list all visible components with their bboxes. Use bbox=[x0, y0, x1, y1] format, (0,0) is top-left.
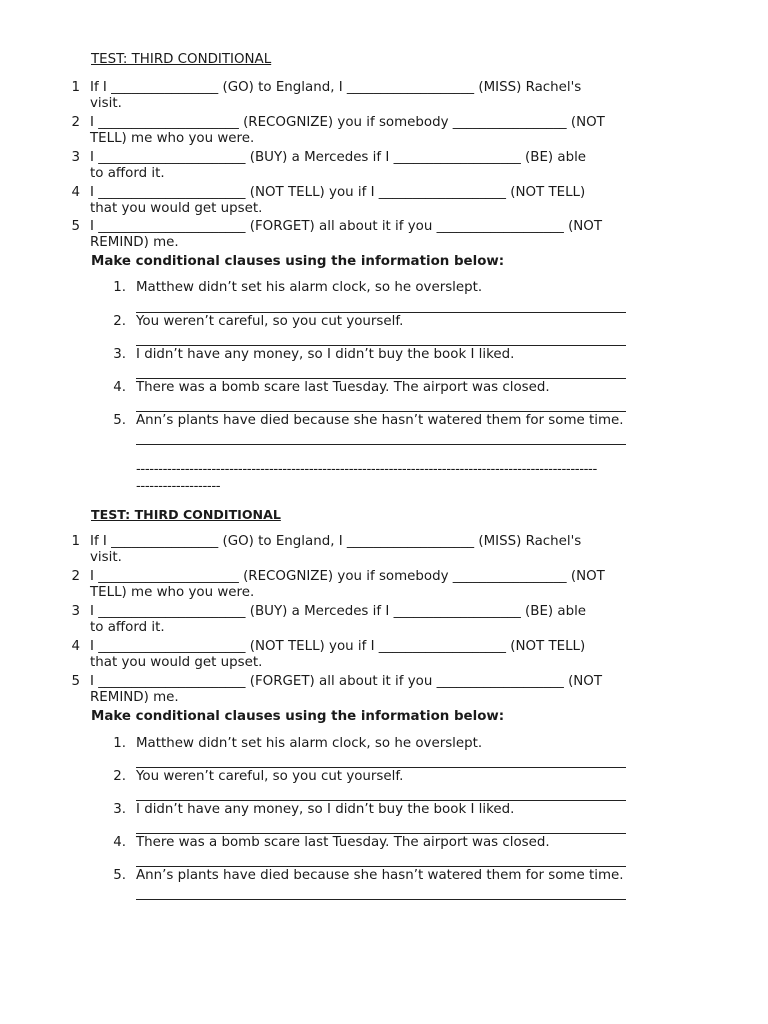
item-number: 2 bbox=[71, 115, 80, 130]
worksheet-title: TEST: THIRD CONDITIONAL bbox=[91, 52, 272, 67]
item-number: 5 bbox=[71, 219, 80, 234]
exercise-prompt: Matthew didn’t set his alarm clock, so he overslept. bbox=[136, 280, 483, 295]
answer-line bbox=[136, 866, 626, 867]
exercise-prompt: Ann’s plants have died because she hasn’t watered them for some time. bbox=[136, 868, 624, 883]
item-text-continued: to afford it. bbox=[90, 620, 165, 635]
item-text: I ______________________ (NOT TELL) you if I ___________________ (NOT TELL) bbox=[90, 639, 586, 654]
item-text-continued: that you would get upset. bbox=[90, 655, 263, 670]
exercise-heading: Make conditional clauses using the information below: bbox=[91, 254, 505, 269]
item-text: If I ________________ (GO) to England, I ___________________ (MISS) Rachel's bbox=[90, 80, 582, 95]
answer-line bbox=[136, 899, 626, 900]
item-text-continued: that you would get upset. bbox=[90, 201, 263, 216]
answer-line bbox=[136, 800, 626, 801]
item-text-continued: visit. bbox=[90, 550, 122, 565]
exercise-number: 3. bbox=[113, 802, 126, 817]
item-number: 5 bbox=[71, 674, 80, 689]
item-text: I _____________________ (RECOGNIZE) you if somebody _________________ (NOT bbox=[90, 569, 605, 584]
item-number: 3 bbox=[71, 604, 80, 619]
exercise-prompt: There was a bomb scare last Tuesday. The airport was closed. bbox=[136, 380, 550, 395]
worksheet-title: TEST: THIRD CONDITIONAL bbox=[91, 507, 281, 522]
item-text-continued: TELL) me who you were. bbox=[90, 131, 255, 146]
item-number: 4 bbox=[71, 639, 80, 654]
item-text: I ______________________ (NOT TELL) you if I ___________________ (NOT TELL) bbox=[90, 185, 586, 200]
answer-line bbox=[136, 411, 626, 412]
exercise-prompt: Matthew didn’t set his alarm clock, so he overslept. bbox=[136, 736, 483, 751]
item-text-continued: to afford it. bbox=[90, 166, 165, 181]
answer-line bbox=[136, 312, 626, 313]
cut-line-continued: ------------------- bbox=[136, 479, 221, 494]
exercise-number: 1. bbox=[113, 736, 126, 751]
item-number: 3 bbox=[71, 150, 80, 165]
exercise-number: 5. bbox=[113, 413, 126, 428]
exercise-prompt: There was a bomb scare last Tuesday. The airport was closed. bbox=[136, 835, 550, 850]
exercise-prompt: Ann’s plants have died because she hasn’t watered them for some time. bbox=[136, 413, 624, 428]
item-number: 4 bbox=[71, 185, 80, 200]
exercise-number: 4. bbox=[113, 835, 126, 850]
exercise-prompt: I didn’t have any money, so I didn’t buy the book I liked. bbox=[136, 347, 515, 362]
item-text-continued: TELL) me who you were. bbox=[90, 585, 255, 600]
item-text: I ______________________ (FORGET) all about it if you ___________________ (NOT bbox=[90, 219, 603, 234]
answer-line bbox=[136, 345, 626, 346]
exercise-number: 5. bbox=[113, 868, 126, 883]
answer-line bbox=[136, 378, 626, 379]
exercise-prompt: I didn’t have any money, so I didn’t buy the book I liked. bbox=[136, 802, 515, 817]
item-number: 2 bbox=[71, 569, 80, 584]
answer-line bbox=[136, 833, 626, 834]
item-text: I _____________________ (RECOGNIZE) you if somebody _________________ (NOT bbox=[90, 115, 605, 130]
answer-line bbox=[136, 444, 626, 445]
cut-line: -------------------------------------------------------------------------------------------------------- bbox=[136, 462, 597, 477]
exercise-prompt: You weren’t careful, so you cut yourself. bbox=[136, 314, 404, 329]
exercise-heading: Make conditional clauses using the information below: bbox=[91, 709, 505, 724]
item-text: I ______________________ (BUY) a Mercedes if I ___________________ (BE) able bbox=[90, 604, 587, 619]
item-text: I ______________________ (BUY) a Mercedes if I ___________________ (BE) able bbox=[90, 150, 587, 165]
exercise-number: 4. bbox=[113, 380, 126, 395]
item-text: I ______________________ (FORGET) all about it if you ___________________ (NOT bbox=[90, 674, 603, 689]
exercise-number: 2. bbox=[113, 769, 126, 784]
exercise-number: 2. bbox=[113, 314, 126, 329]
answer-line bbox=[136, 767, 626, 768]
exercise-number: 1. bbox=[113, 280, 126, 295]
exercise-prompt: You weren’t careful, so you cut yourself. bbox=[136, 769, 404, 784]
item-text-continued: REMIND) me. bbox=[90, 690, 179, 705]
exercise-number: 3. bbox=[113, 347, 126, 362]
item-text: If I ________________ (GO) to England, I ___________________ (MISS) Rachel's bbox=[90, 534, 582, 549]
item-number: 1 bbox=[71, 80, 80, 95]
item-text-continued: REMIND) me. bbox=[90, 235, 179, 250]
item-number: 1 bbox=[71, 534, 80, 549]
item-text-continued: visit. bbox=[90, 96, 122, 111]
